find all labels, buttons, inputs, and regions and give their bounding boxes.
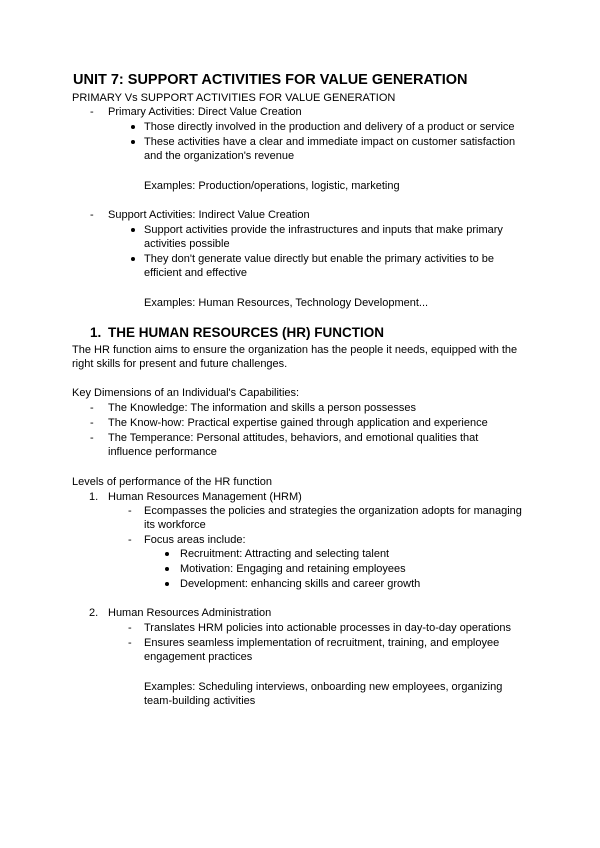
dash-marker: - <box>90 432 94 444</box>
dash-marker: - <box>128 534 132 546</box>
hrm-item-1: Ecompasses the policies and strategies the organization adopts for managing <box>144 505 522 517</box>
hrm-focus-heading: Focus areas include: <box>144 534 246 546</box>
dimension-know-how: The Know-how: Practical expertise gained through application and experience <box>108 417 488 429</box>
support-bullet-2-cont: efficient and effective <box>144 267 247 279</box>
bullet-icon <box>131 125 135 129</box>
support-examples: Examples: Human Resources, Technology Development... <box>144 297 429 309</box>
hra-examples-line-2: team-building activities <box>144 695 256 707</box>
bullet-icon <box>165 552 169 556</box>
support-heading: Support Activities: Indirect Value Creation <box>108 209 310 221</box>
key-dimensions-heading: Key Dimensions of an Individual's Capabilities: <box>72 387 300 399</box>
bullet-icon <box>131 140 135 144</box>
bullet-icon <box>165 582 169 586</box>
hrm-number: 1. <box>89 491 99 503</box>
dash-marker: - <box>90 402 94 414</box>
subtitle: PRIMARY Vs SUPPORT ACTIVITIES FOR VALUE GENERATION <box>72 92 396 104</box>
focus-development: Development: enhancing skills and career growth <box>180 578 421 590</box>
unit-title: UNIT 7: SUPPORT ACTIVITIES FOR VALUE GENERATION <box>73 72 468 88</box>
dash-marker: - <box>90 209 94 221</box>
primary-examples: Examples: Production/operations, logistic, marketing <box>144 180 400 192</box>
dash-marker: - <box>90 417 94 429</box>
hrm-item-1-cont: its workforce <box>144 519 206 531</box>
dash-marker: - <box>128 637 132 649</box>
focus-recruitment: Recruitment: Attracting and selecting talent <box>180 548 390 560</box>
hra-item-1: Translates HRM policies into actionable processes in day-to-day operations <box>144 622 512 634</box>
bullet-icon <box>131 228 135 232</box>
focus-motivation: Motivation: Engaging and retaining employees <box>180 563 406 575</box>
hra-item-2: Ensures seamless implementation of recruitment, training, and employee <box>144 637 500 649</box>
primary-bullet-1: Those directly involved in the production and delivery of a product or service <box>144 121 515 133</box>
support-bullet-2: They don't generate value directly but enable the primary activities to be <box>144 253 495 265</box>
dimension-temperance: The Temperance: Personal attitudes, behaviors, and emotional qualities that <box>108 432 479 444</box>
hra-title: Human Resources Administration <box>108 607 272 619</box>
support-bullet-1: Support activities provide the infrastructures and inputs that make primary <box>144 224 503 236</box>
primary-bullet-2: These activities have a clear and immediate impact on customer satisfaction <box>144 136 516 148</box>
dimension-knowledge: The Knowledge: The information and skills a person possesses <box>108 402 416 414</box>
hr-intro-line-1: The HR function aims to ensure the organization has the people it needs, equipped with the <box>72 344 518 356</box>
dimension-temperance-cont: influence performance <box>108 446 217 458</box>
dash-marker: - <box>128 505 132 517</box>
support-bullet-1-cont: activities possible <box>144 238 230 250</box>
primary-heading: Primary Activities: Direct Value Creation <box>108 106 302 118</box>
section-title: THE HUMAN RESOURCES (HR) FUNCTION <box>108 325 384 340</box>
hra-examples-line-1: Examples: Scheduling interviews, onboarding new employees, organizing <box>144 681 503 693</box>
bullet-icon <box>131 257 135 261</box>
primary-bullet-2-cont: and the organization's revenue <box>144 150 295 162</box>
hrm-title: Human Resources Management (HRM) <box>108 491 302 503</box>
dash-marker: - <box>90 106 94 118</box>
hr-intro-line-2: right skills for present and future challenges. <box>72 358 288 370</box>
levels-heading: Levels of performance of the HR function <box>72 476 272 488</box>
hra-item-2-cont: engagement practices <box>144 651 253 663</box>
section-number: 1. <box>90 325 102 340</box>
dash-marker: - <box>128 622 132 634</box>
bullet-icon <box>165 567 169 571</box>
hra-number: 2. <box>89 607 99 619</box>
